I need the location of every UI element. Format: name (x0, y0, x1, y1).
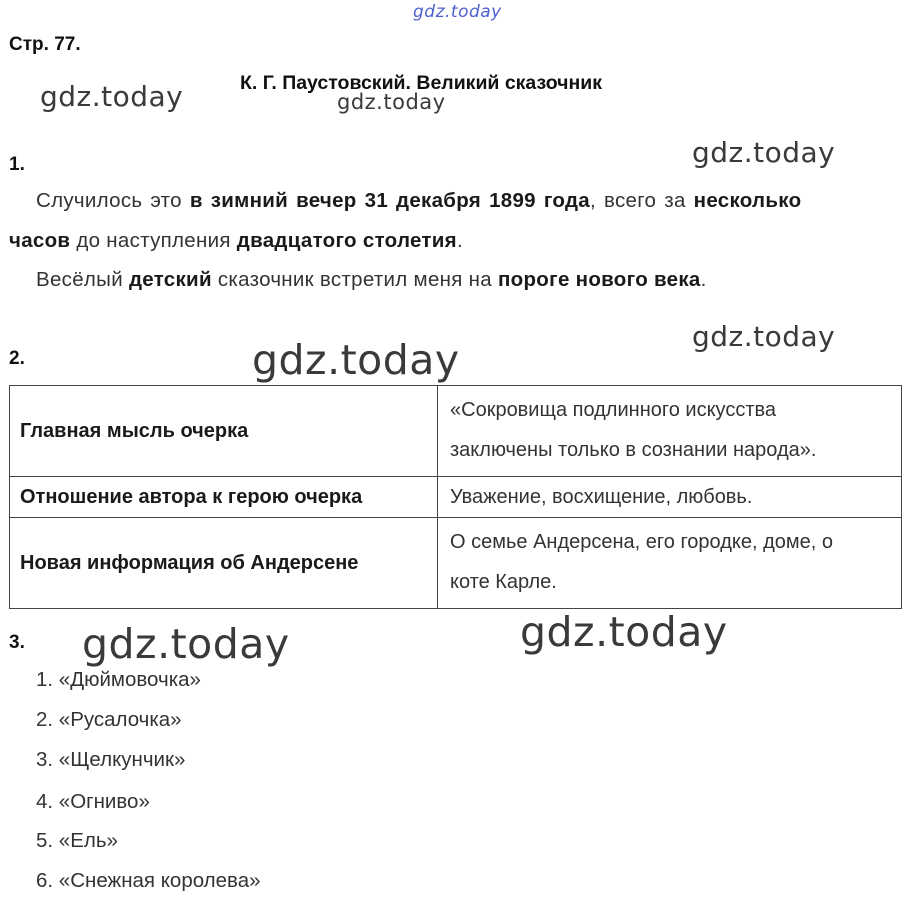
emphasis: двадцатого столетия (236, 229, 457, 252)
page-title: К. Г. Паустовский. Великий сказочник (240, 72, 602, 94)
emphasis: несколько (693, 189, 802, 212)
cell-line: «Сокровища подлинного искусства (450, 399, 776, 421)
list-item: 5. «Ель» (36, 829, 118, 852)
table-cell-label: Главная мысль очерка (10, 386, 438, 477)
table-row (10, 386, 902, 477)
watermark-top: gdz.today (413, 2, 502, 22)
watermark: gdz.today (520, 608, 728, 656)
emphasis: пороге нового века (497, 268, 701, 291)
table-cell-label: Отношение автора к герою очерка (10, 477, 438, 518)
text-run: Весёлый (36, 268, 129, 291)
watermark: gdz.today (82, 620, 290, 668)
watermark: gdz.today (692, 320, 836, 353)
table-cell-value (438, 477, 902, 518)
list-item: 6. «Снежная королева» (36, 869, 261, 892)
list-item: 3. «Щелкунчик» (36, 748, 186, 771)
table-cell-label: Новая информация об Андерсене (10, 518, 438, 609)
watermark: gdz.today (337, 90, 446, 114)
cell-line: Уважение, восхищение, любовь. (450, 486, 753, 508)
table-row (10, 477, 902, 518)
text-run: . (700, 268, 707, 291)
list-item: 4. «Огниво» (36, 790, 150, 813)
cell-line: коте Карле. (450, 571, 557, 593)
emphasis: детский (128, 268, 212, 291)
text-run: Случилось это (36, 189, 190, 212)
question-3-number: 3. (9, 632, 25, 653)
question-1-number: 1. (9, 154, 25, 175)
answer-1-line-2 (9, 229, 463, 253)
cell-line: заключены только в сознании народа». (450, 439, 817, 461)
answer-1-line-1 (36, 189, 801, 213)
text-run: до наступления (70, 229, 237, 252)
answer-1-line-3 (36, 268, 707, 292)
cell-line: О семье Андерсена, его городке, доме, о (450, 531, 834, 553)
text-run: сказочник встретил меня на (211, 268, 498, 291)
list-item: 1. «Дюймовочка» (36, 668, 201, 691)
table-cell-value (438, 518, 902, 609)
emphasis: в зимний вечер 31 декабря 1899 года (189, 189, 591, 212)
watermark: gdz.today (692, 136, 836, 169)
text-run: , всего за (590, 189, 694, 212)
emphasis: часов (9, 229, 71, 252)
watermark: gdz.today (252, 336, 460, 384)
watermark: gdz.today (40, 80, 184, 113)
answer-2-table (9, 385, 902, 609)
table-row (10, 518, 902, 609)
question-2-number: 2. (9, 348, 25, 369)
page-label: Стр. 77. (9, 34, 81, 55)
list-item: 2. «Русалочка» (36, 708, 182, 731)
table-cell-value (438, 386, 902, 477)
text-run: . (456, 229, 463, 252)
